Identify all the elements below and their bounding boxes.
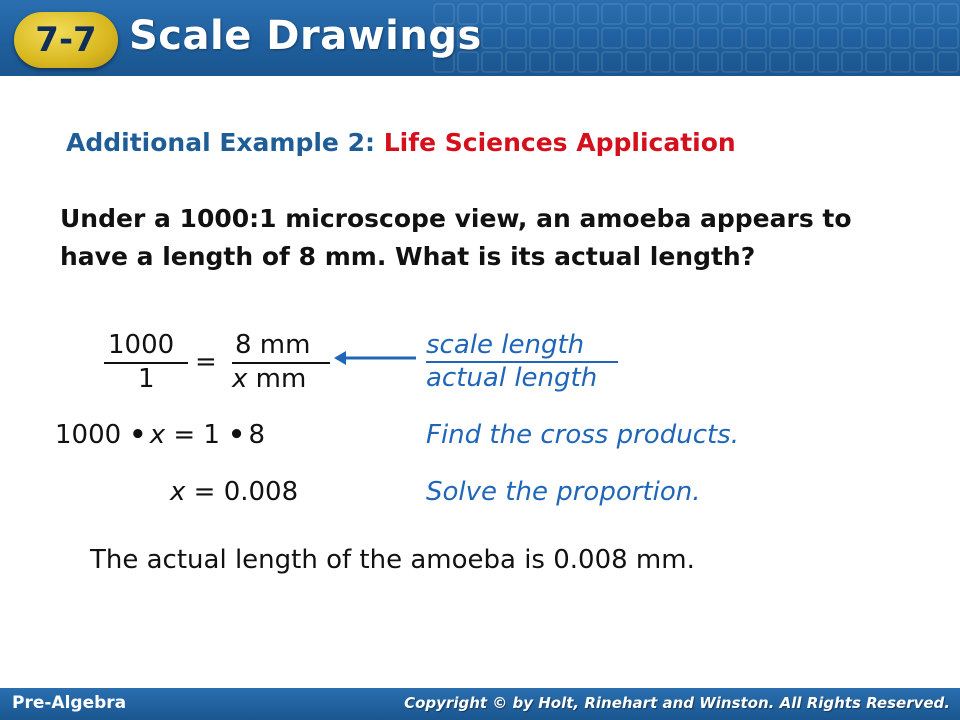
header-grid-square [698, 4, 718, 24]
header-grid-square [914, 28, 934, 48]
header-grid-square [842, 28, 862, 48]
header-grid-square [914, 4, 934, 24]
header-grid-square [530, 28, 550, 48]
example-title [66, 128, 736, 157]
right-denominator [232, 364, 306, 394]
header-grid-square [818, 52, 838, 72]
header-grid-square [818, 4, 838, 24]
header-grid-square [506, 52, 526, 72]
header-grid-square [602, 28, 622, 48]
header-grid-square [602, 52, 622, 72]
step2-result: = 0.008 [185, 477, 299, 507]
header-grid-square [842, 4, 862, 24]
header-grid-square [674, 52, 694, 72]
header-grid-square [698, 52, 718, 72]
header-grid-square [554, 52, 574, 72]
header-grid-square [890, 52, 910, 72]
step2-variable: x [170, 477, 186, 507]
header-grid-square [530, 52, 550, 72]
unit-mm: mm [247, 364, 307, 394]
header-grid-square [698, 28, 718, 48]
course-name: Pre-Algebra [12, 693, 127, 713]
header-grid-square [890, 4, 910, 24]
header-grid-square [938, 4, 958, 24]
header-grid-square [722, 4, 742, 24]
header-grid-square [674, 4, 694, 24]
header-grid-square [650, 4, 670, 24]
header-grid-square [626, 52, 646, 72]
header-grid-square [482, 28, 502, 48]
header-grid-square [866, 4, 886, 24]
header-grid-square [746, 52, 766, 72]
header-grid-square [482, 52, 502, 72]
header-grid-square [578, 52, 598, 72]
step1-equals: = 1 [173, 420, 220, 450]
conclusion-text: The actual length of the amoeba is 0.008 mm. [90, 545, 695, 575]
bullet-dot-icon: • [129, 420, 147, 450]
footer-bar [0, 688, 960, 720]
example-application: Life Sciences Application [383, 128, 736, 157]
arrow-left-icon [334, 348, 418, 368]
right-numerator: 8 mm [235, 330, 311, 360]
header-grid-square [578, 4, 598, 24]
note-solve-proportion: Solve the proportion. [426, 477, 701, 507]
header-grid-square [770, 4, 790, 24]
copyright-notice: Copyright © by Holt, Rinehart and Winston. All Rights Reserved. [404, 694, 950, 712]
lesson-badge [14, 12, 118, 68]
solution-equation [170, 477, 298, 507]
header-grid-square [746, 28, 766, 48]
note-actual-length: actual length [426, 363, 598, 393]
header-grid-square [794, 28, 814, 48]
header-grid-square [650, 52, 670, 72]
header-grid-square [914, 52, 934, 72]
step1-factor-a: 1000 [55, 420, 122, 450]
header-grid-square [722, 28, 742, 48]
header-grid-square [938, 28, 958, 48]
header-grid-square [866, 52, 886, 72]
lesson-title: Scale Drawings [129, 13, 482, 59]
header-grid-square [554, 4, 574, 24]
step1-variable: x [149, 420, 166, 450]
example-label: Additional Example 2: [66, 128, 375, 157]
note-cross-products: Find the cross products. [426, 420, 739, 450]
header-grid-square [722, 52, 742, 72]
lesson-number: 7-7 [35, 20, 97, 60]
bullet-dot-icon: • [228, 420, 245, 450]
header-grid-square [890, 28, 910, 48]
header-grid-square [674, 28, 694, 48]
header-grid-square [770, 28, 790, 48]
header-grid-square [794, 52, 814, 72]
header-grid-square [818, 28, 838, 48]
header-grid-square [530, 4, 550, 24]
problem-statement: Under a 1000:1 microscope view, an amoeba appears to have a length of 8 mm. What is its actual length? [60, 204, 852, 271]
step1-factor-b: 8 [248, 420, 266, 450]
header-grid-square [626, 28, 646, 48]
header-bar [0, 0, 960, 76]
left-numerator: 1000 [108, 330, 175, 360]
header-grid-square [626, 4, 646, 24]
header-grid-square [506, 28, 526, 48]
header-grid-square [602, 4, 622, 24]
header-grid-square [554, 28, 574, 48]
header-grid-square [482, 4, 502, 24]
equals-sign: = [195, 347, 217, 377]
variable-x: x [232, 364, 248, 394]
header-grid-square [794, 4, 814, 24]
header-grid-pattern [430, 0, 960, 76]
header-grid-square [746, 4, 766, 24]
cross-product-equation [55, 420, 265, 450]
header-grid-square [842, 52, 862, 72]
header-grid-square [578, 28, 598, 48]
header-grid-square [506, 4, 526, 24]
left-denominator: 1 [138, 364, 155, 394]
header-grid-square [866, 28, 886, 48]
note-scale-length: scale length [426, 330, 585, 360]
header-grid-square [770, 52, 790, 72]
header-grid-square [650, 28, 670, 48]
header-grid-square [938, 52, 958, 72]
